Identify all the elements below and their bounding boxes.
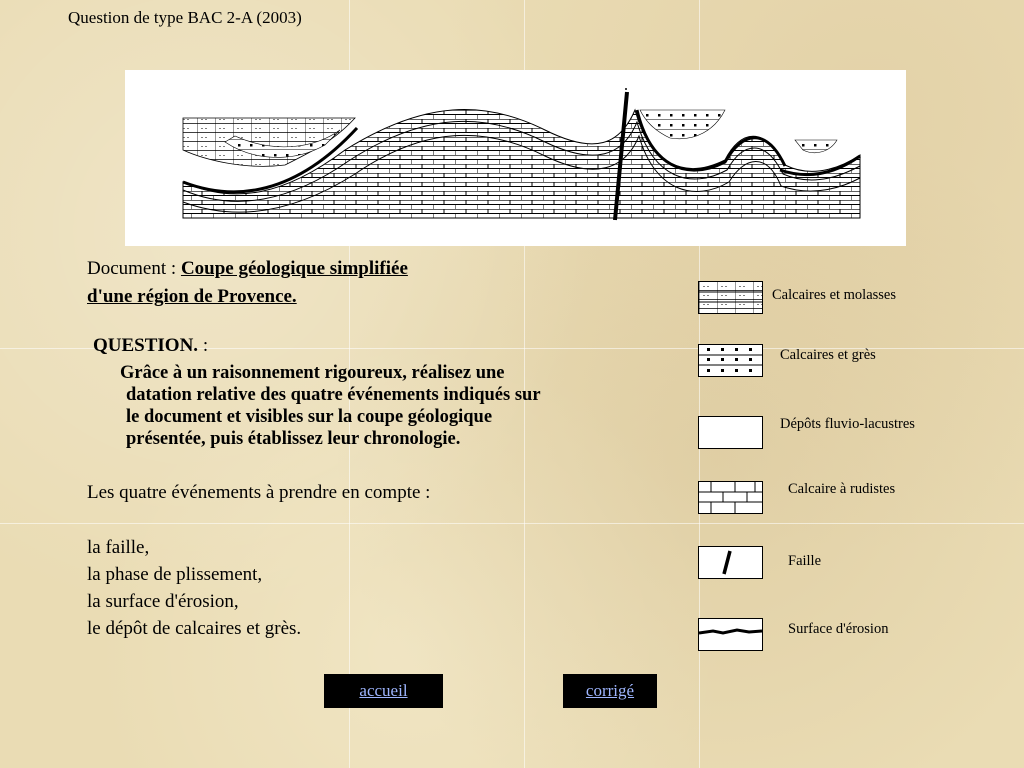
legend-label: Dépôts fluvio-lacustres (780, 416, 915, 432)
limestone-molasse-pattern-icon (698, 281, 763, 314)
home-link[interactable]: accueil (359, 681, 408, 700)
document-prefix: Document : (87, 258, 181, 279)
question-line: Grâce à un raisonnement rigoureux, réalisez une (120, 363, 505, 383)
limestone-sandstone-swatch (699, 345, 762, 376)
limestone-molasse-swatch (699, 282, 762, 313)
page-title: Question de type BAC 2-A (2003) (68, 8, 302, 27)
grid-line (0, 523, 1024, 524)
document-title-line1: Coupe géologique simplifiée (180, 258, 408, 279)
legend-label: Calcaire à rudistes (788, 481, 896, 497)
event-item: la faille, (87, 537, 150, 558)
fault-swatch (699, 547, 762, 578)
fault-icon (698, 546, 763, 579)
question-line: le document et visibles sur la coupe géologique (126, 407, 493, 427)
legend-label: Faille (788, 553, 822, 569)
question-suffix: : (198, 335, 209, 356)
answer-button[interactable] (563, 674, 657, 708)
limestone-sandstone-pattern-icon (698, 344, 763, 377)
legend-label: Surface d'érosion (788, 621, 889, 637)
question-line: présentée, puis établissez leur chronologie. (126, 429, 461, 449)
erosion-surface-swatch (699, 619, 762, 650)
answer-link[interactable]: corrigé (585, 681, 635, 700)
erosion-surface-icon (698, 618, 763, 651)
event-item: la phase de plissement, (87, 564, 263, 585)
question-line: datation relative des quatre événements indiqués sur (126, 385, 541, 405)
geologic-cross-section (125, 70, 906, 246)
home-button[interactable] (324, 674, 443, 708)
event-item: le dépôt de calcaires et grès. (87, 618, 302, 639)
legend-label: Calcaires et molasses (772, 287, 897, 303)
rudist-limestone-swatch (699, 482, 762, 513)
question-heading (93, 335, 208, 357)
legend-label: Calcaires et grès (780, 347, 876, 363)
question-label: QUESTION. (93, 335, 199, 356)
rudist-limestone-pattern-icon (698, 481, 763, 514)
document-caption (87, 258, 408, 280)
question-body (120, 362, 650, 450)
document-title-line2: d'une région de Provence. (87, 286, 297, 307)
event-item: la surface d'érosion, (87, 591, 239, 612)
cross-section-drawing (125, 70, 906, 246)
fluvio-lacustrine-pattern-icon (698, 416, 763, 449)
events-intro: Les quatre événements à prendre en compte : (87, 482, 431, 503)
